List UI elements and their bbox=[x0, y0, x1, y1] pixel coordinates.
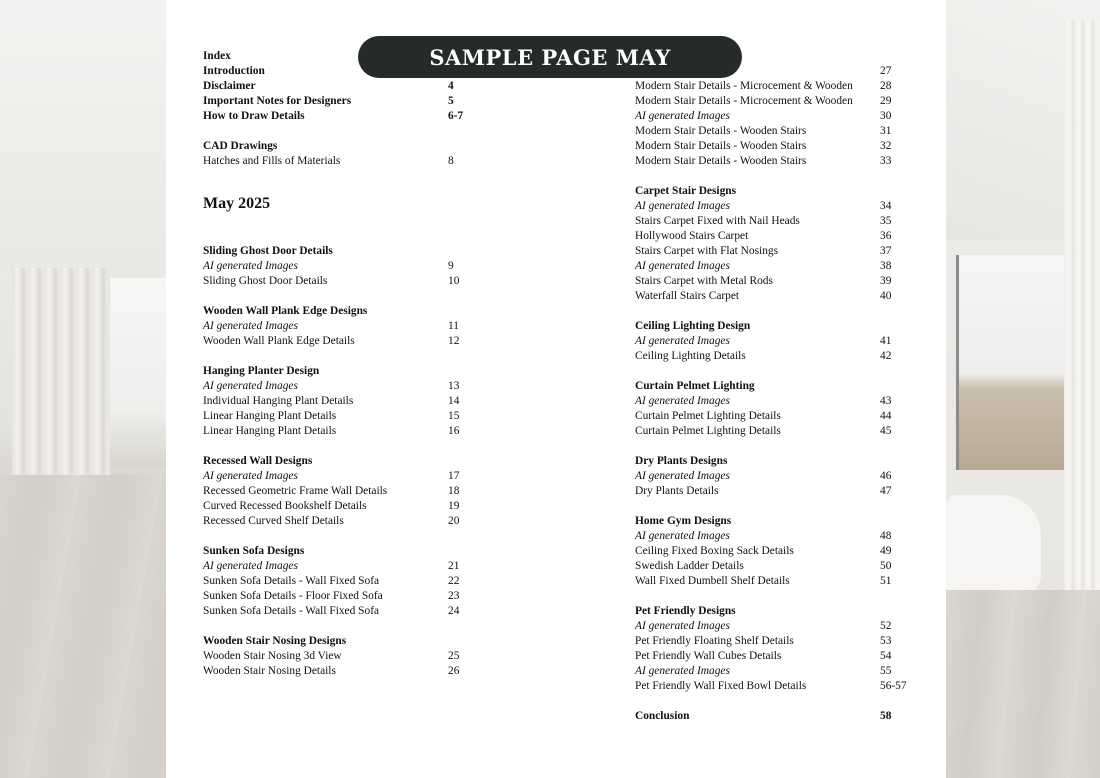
page-number: 19 bbox=[448, 500, 460, 512]
index-entry bbox=[635, 79, 925, 94]
index-entry bbox=[203, 469, 483, 484]
section-heading bbox=[635, 709, 925, 724]
page-number: 39 bbox=[880, 275, 892, 287]
page-number: 30 bbox=[880, 110, 892, 122]
index-entry bbox=[635, 394, 925, 409]
index-entry bbox=[635, 259, 925, 274]
entry-title: How to Draw Details bbox=[203, 110, 305, 122]
spacer bbox=[203, 229, 483, 244]
page-number: 54 bbox=[880, 650, 892, 662]
index-entry bbox=[203, 334, 483, 349]
spacer bbox=[203, 124, 483, 139]
entry-title: Sunken Sofa Designs bbox=[203, 545, 305, 557]
entry-title: Swedish Ladder Details bbox=[635, 560, 744, 572]
spacer bbox=[635, 694, 925, 709]
spacer bbox=[203, 289, 483, 304]
page-number: 17 bbox=[448, 470, 460, 482]
spacer bbox=[635, 364, 925, 379]
index-entry bbox=[203, 574, 483, 589]
index-entry bbox=[203, 259, 483, 274]
background-photo-left bbox=[0, 0, 166, 778]
page-number: 10 bbox=[448, 275, 460, 287]
index-entry bbox=[203, 394, 483, 409]
entry-title: Dry Plants Designs bbox=[635, 455, 728, 467]
entry-title: Pet Friendly Wall Fixed Bowl Details bbox=[635, 680, 807, 692]
index-entry bbox=[635, 544, 925, 559]
spacer bbox=[635, 304, 925, 319]
index-column-right bbox=[635, 49, 925, 724]
section-heading bbox=[635, 379, 925, 394]
entry-title: Sliding Ghost Door Details bbox=[203, 245, 333, 257]
window bbox=[956, 255, 1066, 470]
page-number: 23 bbox=[448, 590, 460, 602]
index-entry bbox=[203, 589, 483, 604]
sofa bbox=[946, 495, 1041, 595]
page-number: 44 bbox=[880, 410, 892, 422]
page-number: 42 bbox=[880, 350, 892, 362]
entry-title: CAD Drawings bbox=[203, 140, 278, 152]
sample-page-banner: SAMPLE PAGE MAY bbox=[358, 36, 742, 78]
index-entry bbox=[203, 499, 483, 514]
page-number: 52 bbox=[880, 620, 892, 632]
index-entry bbox=[635, 244, 925, 259]
index-entry bbox=[203, 409, 483, 424]
entry-title: Modern Stair Details - Wooden Stairs bbox=[635, 125, 807, 137]
entry-title: Wooden Stair Nosing Details bbox=[203, 665, 336, 677]
page-number: 34 bbox=[880, 200, 892, 212]
entry-title: AI generated Images bbox=[635, 260, 730, 272]
page-number: 56-57 bbox=[880, 680, 907, 692]
section-heading bbox=[203, 244, 483, 259]
page-number: 48 bbox=[880, 530, 892, 542]
entry-title: Linear Hanging Plant Details bbox=[203, 410, 337, 422]
section-heading bbox=[635, 604, 925, 619]
section-heading bbox=[203, 544, 483, 559]
wooden-floor bbox=[0, 475, 166, 778]
index-entry bbox=[635, 289, 925, 304]
entry-title: AI generated Images bbox=[635, 200, 730, 212]
entry-title: Recessed Wall Designs bbox=[203, 455, 313, 467]
section-heading bbox=[203, 94, 483, 109]
page-number: 33 bbox=[880, 155, 892, 167]
index-entry bbox=[635, 154, 925, 169]
index-entry bbox=[635, 664, 925, 679]
index-entry bbox=[635, 139, 925, 154]
section-heading bbox=[203, 109, 483, 124]
entry-title: AI generated Images bbox=[635, 665, 730, 677]
index-entry bbox=[635, 469, 925, 484]
curtain bbox=[12, 268, 110, 480]
entry-title: Sunken Sofa Details - Floor Fixed Sofa bbox=[203, 590, 383, 602]
entry-title: Wall Fixed Dumbell Shelf Details bbox=[635, 575, 790, 587]
entry-title: Wooden Wall Plank Edge Details bbox=[203, 335, 355, 347]
index-entry bbox=[203, 649, 483, 664]
entry-title: AI generated Images bbox=[203, 380, 298, 392]
index-entry bbox=[203, 424, 483, 439]
entry-title: Curtain Pelmet Lighting Details bbox=[635, 425, 781, 437]
page-number: 31 bbox=[880, 125, 892, 137]
section-heading bbox=[635, 319, 925, 334]
page-number: 37 bbox=[880, 245, 892, 257]
page-number: 24 bbox=[448, 605, 460, 617]
entry-title: Recessed Geometric Frame Wall Details bbox=[203, 485, 388, 497]
entry-title: Individual Hanging Plant Details bbox=[203, 395, 354, 407]
index-entry bbox=[203, 604, 483, 619]
index-entry bbox=[635, 529, 925, 544]
page-number: 55 bbox=[880, 665, 892, 677]
page-number: 8 bbox=[448, 155, 454, 167]
page-number: 35 bbox=[880, 215, 892, 227]
entry-title: Curved Recessed Bookshelf Details bbox=[203, 500, 367, 512]
entry-title: AI generated Images bbox=[635, 395, 730, 407]
entry-title: Home Gym Designs bbox=[635, 515, 732, 527]
page-number: 38 bbox=[880, 260, 892, 272]
ceiling bbox=[0, 0, 166, 270]
page-number: 29 bbox=[880, 95, 892, 107]
index-entry bbox=[203, 154, 483, 169]
index-entry bbox=[635, 124, 925, 139]
page-number: 16 bbox=[448, 425, 460, 437]
page-number: 13 bbox=[448, 380, 460, 392]
spacer bbox=[635, 439, 925, 454]
index-entry bbox=[635, 679, 925, 694]
section-heading bbox=[635, 454, 925, 469]
page-number: 50 bbox=[880, 560, 892, 572]
spacer bbox=[203, 439, 483, 454]
spacer bbox=[635, 169, 925, 184]
page-number: 14 bbox=[448, 395, 460, 407]
curtain bbox=[1064, 20, 1100, 670]
page-number: 43 bbox=[880, 395, 892, 407]
entry-title: AI generated Images bbox=[635, 335, 730, 347]
entry-title: Ceiling Lighting Details bbox=[635, 350, 746, 362]
entry-title: Hanging Planter Design bbox=[203, 365, 320, 377]
page-number: 46 bbox=[880, 470, 892, 482]
page-number: 53 bbox=[880, 635, 892, 647]
index-entry bbox=[203, 379, 483, 394]
entry-title: AI generated Images bbox=[635, 530, 730, 542]
entry-title: Index bbox=[203, 50, 231, 62]
page-number: 18 bbox=[448, 485, 460, 497]
entry-title: Pet Friendly Wall Cubes Details bbox=[635, 650, 782, 662]
entry-title: Modern Stair Details - Wooden Stairs bbox=[635, 140, 807, 152]
entry-title: AI generated Images bbox=[635, 470, 730, 482]
entry-title: Linear Hanging Plant Details bbox=[203, 425, 337, 437]
entry-title: Modern Stair Details - Wooden Stairs bbox=[635, 155, 807, 167]
entry-title: Wooden Stair Nosing Designs bbox=[203, 635, 347, 647]
page-number: 20 bbox=[448, 515, 460, 527]
page-number: 4 bbox=[448, 80, 454, 92]
entry-title: Introduction bbox=[203, 65, 265, 77]
page-number: 5 bbox=[448, 95, 454, 107]
page-number: 26 bbox=[448, 665, 460, 677]
entry-title: Hatches and Fills of Materials bbox=[203, 155, 341, 167]
index-entry bbox=[635, 274, 925, 289]
index-entry bbox=[635, 229, 925, 244]
page-number: 49 bbox=[880, 545, 892, 557]
section-heading bbox=[203, 304, 483, 319]
page-number: 22 bbox=[448, 575, 460, 587]
index-entry bbox=[635, 574, 925, 589]
index-entry bbox=[203, 319, 483, 334]
entry-title: Recessed Curved Shelf Details bbox=[203, 515, 344, 527]
month-heading-text: May 2025 bbox=[203, 195, 271, 212]
entry-title: Pet Friendly Designs bbox=[635, 605, 736, 617]
index-entry bbox=[203, 664, 483, 679]
index-entry bbox=[635, 409, 925, 424]
page-number: 12 bbox=[448, 335, 460, 347]
page-number: 47 bbox=[880, 485, 892, 497]
index-entry bbox=[635, 649, 925, 664]
index-entry bbox=[635, 484, 925, 499]
window bbox=[105, 278, 166, 468]
index-entry bbox=[635, 349, 925, 364]
page-number: 11 bbox=[448, 320, 459, 332]
section-heading bbox=[635, 184, 925, 199]
entry-title: Hollywood Stairs Carpet bbox=[635, 230, 749, 242]
spacer bbox=[635, 589, 925, 604]
index-column-left bbox=[203, 49, 483, 679]
spacer bbox=[635, 499, 925, 514]
entry-title: AI generated Images bbox=[203, 560, 298, 572]
entry-title: AI generated Images bbox=[203, 470, 298, 482]
page-number: 41 bbox=[880, 335, 892, 347]
section-heading bbox=[203, 79, 483, 94]
index-entry bbox=[635, 634, 925, 649]
entry-title: AI generated Images bbox=[203, 260, 298, 272]
entry-title: AI generated Images bbox=[203, 320, 298, 332]
entry-title: Ceiling Fixed Boxing Sack Details bbox=[635, 545, 794, 557]
entry-title: Pet Friendly Floating Shelf Details bbox=[635, 635, 794, 647]
entry-title: Stairs Carpet with Flat Nosings bbox=[635, 245, 779, 257]
section-heading bbox=[203, 634, 483, 649]
index-entry bbox=[203, 559, 483, 574]
entry-title: AI generated Images bbox=[635, 620, 730, 632]
index-entry bbox=[203, 484, 483, 499]
spacer bbox=[203, 349, 483, 364]
entry-title: Important Notes for Designers bbox=[203, 95, 352, 107]
page-number: 28 bbox=[880, 80, 892, 92]
page-number: 51 bbox=[880, 575, 892, 587]
page-number: 45 bbox=[880, 425, 892, 437]
entry-title: Sunken Sofa Details - Wall Fixed Sofa bbox=[203, 575, 380, 587]
spacer bbox=[203, 619, 483, 634]
index-entry bbox=[635, 214, 925, 229]
entry-title: Stairs Carpet with Metal Rods bbox=[635, 275, 773, 287]
page-number: 58 bbox=[880, 710, 892, 722]
index-entry bbox=[635, 94, 925, 109]
entry-title: Carpet Stair Designs bbox=[635, 185, 737, 197]
entry-title: AI generated Images bbox=[635, 110, 730, 122]
index-entry bbox=[635, 109, 925, 124]
entry-title: Stairs Carpet Fixed with Nail Heads bbox=[635, 215, 800, 227]
entry-title: Modern Stair Details - Microcement & Wooden bbox=[635, 95, 853, 107]
section-heading bbox=[203, 364, 483, 379]
entry-title: Sliding Ghost Door Details bbox=[203, 275, 328, 287]
page-number: 21 bbox=[448, 560, 460, 572]
index-entry bbox=[635, 334, 925, 349]
entry-title: Curtain Pelmet Lighting bbox=[635, 380, 755, 392]
entry-title: Conclusion bbox=[635, 710, 690, 722]
page-number: 9 bbox=[448, 260, 454, 272]
entry-title: Modern Stair Details - Microcement & Wooden bbox=[635, 80, 853, 92]
index-entry bbox=[635, 424, 925, 439]
entry-title: Wooden Stair Nosing 3d View bbox=[203, 650, 342, 662]
wooden-floor bbox=[946, 590, 1100, 778]
entry-title: Dry Plants Details bbox=[635, 485, 719, 497]
page-number: 36 bbox=[880, 230, 892, 242]
index-entry bbox=[635, 199, 925, 214]
page-number: 32 bbox=[880, 140, 892, 152]
index-entry bbox=[635, 619, 925, 634]
index-entry bbox=[203, 274, 483, 289]
index-entry bbox=[635, 559, 925, 574]
page-number: 40 bbox=[880, 290, 892, 302]
entry-title: Wooden Wall Plank Edge Designs bbox=[203, 305, 368, 317]
page-number: 25 bbox=[448, 650, 460, 662]
page-number: 27 bbox=[880, 65, 892, 77]
entry-title: Curtain Pelmet Lighting Details bbox=[635, 410, 781, 422]
page-number: 15 bbox=[448, 410, 460, 422]
spacer bbox=[203, 169, 483, 184]
entry-title: Waterfall Stairs Carpet bbox=[635, 290, 740, 302]
page-number: 6-7 bbox=[448, 110, 464, 122]
spacer bbox=[203, 529, 483, 544]
entry-title: Sunken Sofa Details - Wall Fixed Sofa bbox=[203, 605, 380, 617]
section-heading bbox=[203, 454, 483, 469]
entry-title: Disclaimer bbox=[203, 80, 256, 92]
index-entry bbox=[203, 514, 483, 529]
section-heading bbox=[203, 139, 483, 154]
entry-title: Ceiling Lighting Design bbox=[635, 320, 751, 332]
month-heading bbox=[203, 184, 483, 229]
section-heading bbox=[635, 514, 925, 529]
background-photo-right bbox=[946, 0, 1100, 778]
